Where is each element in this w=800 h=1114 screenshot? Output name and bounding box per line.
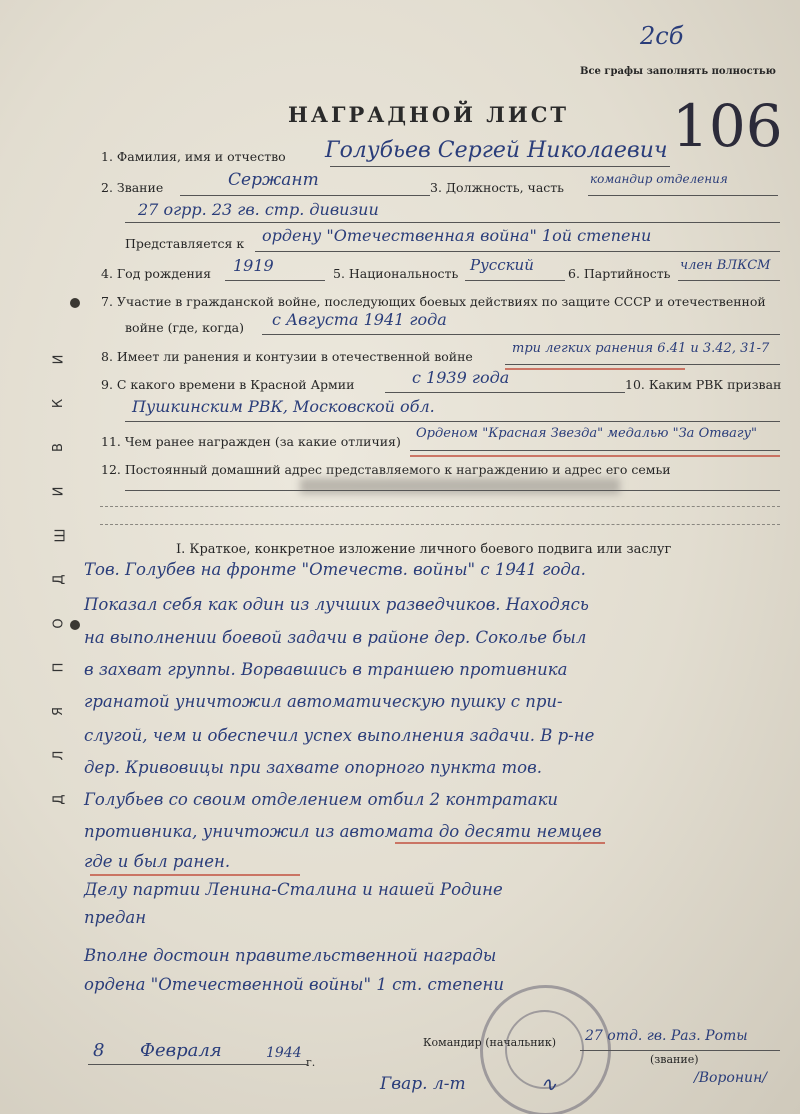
narrative-line: где и был ранен. [84,852,231,871]
field-10-value: Пушкинским РВК, Московской обл. [132,397,435,416]
field-4-value: 1919 [233,256,274,275]
side-label-letter: Д [51,794,67,805]
presented-value: ордену "Отечественная война" 1ой степени [262,226,652,245]
field-6-label: 6. Партийность [568,266,671,281]
field-3-value: командир отделения [590,172,728,186]
side-label-letter: Л [51,750,67,761]
field-9-label: 9. С какого времени в Красной Армии [101,377,355,392]
date-day: 8 [93,1040,105,1061]
side-label-letter: О [51,618,67,629]
field-8-label: 8. Имеет ли ранения и контузии в отечественной войне [101,349,473,364]
narrative-line: в захват группы. Ворвавшись в траншею противника [84,660,568,679]
field-11-value: Орденом "Красная Звезда" медалью "За Отвагу" [416,426,757,441]
narrative-line: предан [84,908,147,927]
punch-hole [70,620,80,630]
date-month: Февраля [140,1040,222,1061]
narrative-line: слугой, чем и обеспечил успех выполнения задачи. В р-не [84,726,595,745]
field-2-label: 2. Звание [101,180,164,195]
side-label-letter: И [51,486,67,497]
field-1-value: Голубьев Сергей Николаевич [325,138,668,163]
side-label-letter: И [51,354,67,365]
field-10-label: 10. Каким РВК призван [625,377,782,392]
rank-value: Гвар. л-т [380,1074,466,1094]
sheet-number: 106 [672,92,783,160]
date-suffix: г. [306,1056,316,1069]
field-6-value: член ВЛКСМ [680,258,771,273]
field-11-label: 11. Чем ранее награжден (за какие отличия) [101,434,401,449]
signature-name: /Воронин/ [694,1070,768,1086]
commander-value: 27 отд. гв. Раз. Роты [585,1028,748,1044]
field-5-value: Русский [470,256,534,274]
narrative-line: ордена "Отечественной войны" 1 ст. степени [84,975,504,994]
date-year: 1944 [266,1045,302,1061]
field-1-label: 1. Фамилия, имя и отчество [101,149,286,164]
side-label-letter: Д [51,574,67,585]
side-label-letter: Ш [53,528,69,543]
field-3-label: 3. Должность, часть [430,180,564,195]
redacted-address [300,478,620,494]
side-label-letter: К [51,398,67,409]
narrative-line: Показал себя как один из лучших разведчиков. Находясь [84,595,589,614]
field-2-value: Сержант [228,170,319,190]
narrative-line: Делу партии Ленина-Сталина и нашей Родине [84,880,503,899]
narrative-line: Вполне достоин правительственной награды [84,946,497,965]
punch-hole [70,298,80,308]
field-7-value: с Августа 1941 года [272,310,447,329]
field-9-value: с 1939 года [412,368,510,387]
field-8-value: три легких ранения 6.41 и 3.42, 31-7 [512,341,770,356]
archive-number: 2сб [640,22,684,50]
narrative-line: противника, уничтожил из автомата до десяти немцев [84,822,602,841]
section-title: I. Краткое, конкретное изложение личного боевого подвига или заслуг [176,542,672,557]
field-7-label-line2: войне (где, когда) [125,320,244,335]
field-7-label: 7. Участие в гражданской войне, последующих боевых действиях по защите СССР и отечественной [101,294,766,309]
field-12-label: 12. Постоянный домашний адрес представляемого к награждению и адрес его семьи [101,462,671,477]
side-label-letter: В [50,443,66,452]
field-4-label: 4. Год рождения [101,266,212,281]
side-label-letter: Я [51,706,67,717]
commander-label: Командир (начальник) [423,1036,557,1049]
field-3-value-line2: 27 огрр. 23 гв. стр. дивизии [138,200,379,219]
presented-label: Представляется к [125,236,245,251]
narrative-line: Тов. Голубев на фронте "Отечеств. войны" с 1941 года. [84,560,586,579]
header-note: Все графы заполнять полностью [580,66,776,77]
narrative-line: на выполнении боевой задачи в районе дер. Соколье был [84,628,587,647]
signature-scribble: ∿ [540,1072,557,1096]
narrative-line: Голубьев со своим отделением отбил 2 контратаки [84,790,559,809]
rank-label: (звание) [650,1053,699,1066]
narrative-line: дер. Кривовицы при захвате опорного пункта тов. [84,758,542,777]
narrative-line: гранатой уничтожил автоматическую пушку с при- [84,692,563,711]
document-title: НАГРАДНОЙ ЛИСТ [288,102,570,127]
side-label-letter: П [51,662,67,673]
field-5-label: 5. Национальность [333,266,459,281]
